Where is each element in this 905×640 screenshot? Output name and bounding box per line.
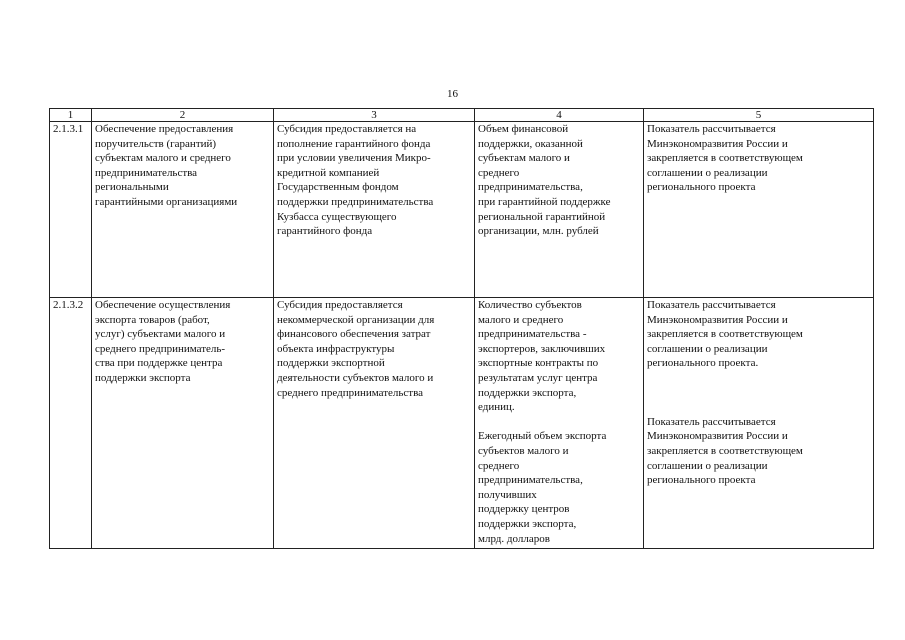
page-number: 16 [447,88,458,100]
action-text: Обеспечение осуществления экспорта товаров (работ, услуг) субъектами малого и среднего предприниматель- ства при поддержке центра поддержки экспорта [95,299,231,384]
action-cell [92,298,274,549]
method-text: Показатель рассчитывается Минэкономразвития России и закрепляется в соответствующем соглашении о реализации регионального проекта [647,123,803,194]
column-header: 2 [92,109,274,122]
action-text: Обеспечение предоставления поручительств (гарантий) субъектам малого и среднего предпринимательства региональными гарантийными организациями [95,123,238,208]
column-header: 1 [50,109,92,122]
indicator-cell [475,122,644,298]
paragraph-gap [647,386,870,401]
paragraph-gap [478,415,640,430]
paragraph-gap [647,400,870,415]
method-cell [644,298,874,549]
mechanism-text: Субсидия предоставляется некоммерческой организации для финансового обеспечения затрат объекта инфраструктуры поддержки экспортной деятельности субъектов малого и среднего предпринимательства [277,299,435,399]
document-table [49,108,874,549]
column-header: 5 [644,109,874,122]
indicator-text: Ежегодный объем экспорта субъектов малого и среднего предпринимательства, получивших поддержку центров поддержки экспорта, млрд. долларов [478,430,607,545]
action-cell [92,122,274,298]
column-header: 4 [475,109,644,122]
method-text: Показатель рассчитывается Минэкономразвития России и закрепляется в соответствующем соглашении о реализации регионального проекта [647,415,803,487]
row-number: 2.1.3.2 [50,298,92,549]
table-header-row [50,109,874,122]
method-text: Показатель рассчитывается Минэкономразвития России и закрепляется в соответствующем соглашении о реализации регионального проекта. [647,299,803,370]
method-cell [644,122,874,298]
table-row [50,122,874,298]
indicator-text: Количество субъектов малого и среднего предпринимательства - экспортеров, заключивших экспортные контракты по результатам услуг центра поддержки экспорта, единиц. [478,299,606,414]
indicator-text: Объем финансовой поддержки, оказанной субъектам малого и среднего предпринимательства, при гарантийной поддержке региональной гарантийной организации, млн. рублей [478,123,611,238]
table-row [50,298,874,549]
row-number: 2.1.3.1 [50,122,92,298]
mechanism-text: Субсидия предоставляется на пополнение гарантийного фонда при условии увеличения Микро- кредитной компанией Государственным фондом поддержки предпринимательства Кузбасса существующего гарантийного фонда [277,123,434,238]
mechanism-cell [274,122,475,298]
column-header: 3 [274,109,475,122]
indicator-cell [475,298,644,549]
paragraph-gap [647,371,870,386]
mechanism-cell [274,298,475,549]
